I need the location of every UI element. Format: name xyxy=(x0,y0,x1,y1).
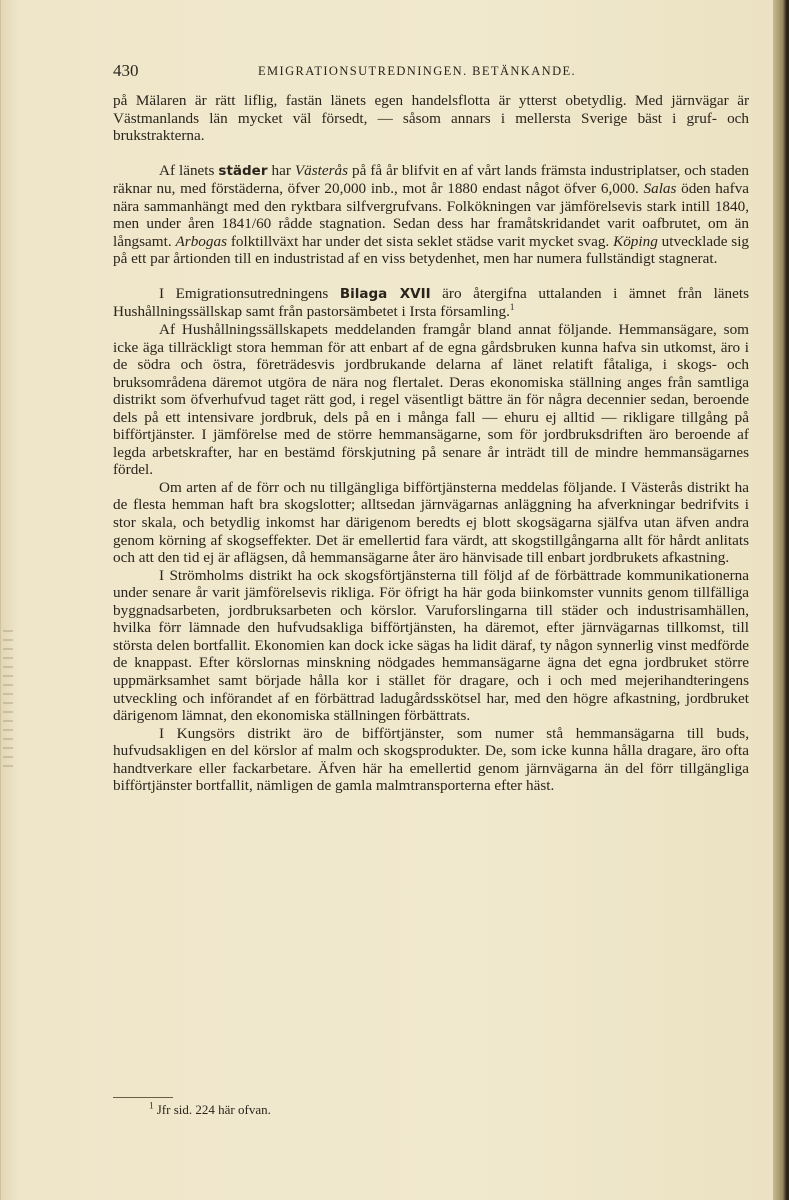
paragraph-2: Af länets städer har Västerås på få år blifvit en af vårt lands främsta industriplatser, och staden räknar nu, med förstäderna, öfver 20,000 inb., mot år 1880 endast något öfver 6,000. Salas öden hafva nära sammanhängt med den ryktbara silfvergrufvans. Folkökningen var jämförelsevis stark intill 1840, men under åren 1841/60 rådde stagnation. Sedan dess har framåtskridandet varit oafbrutet, om än långsamt. Arbogas folktillväxt har under det sista seklet städse varit mycket svag. Köping utvecklade sig på ett par årtionden till en industristad af en viss betydenhet, men har numera fullständigt stagnerat. xyxy=(113,161,750,268)
paragraph-3: I Emigrationsutredningens Bilaga XVII äro återgifna uttalanden i ämnet från länets Hushållningssällskap samt från pastorsämbetet i Irsta församling.$^1$ xyxy=(113,284,749,321)
footnote xyxy=(149,1102,271,1118)
paragraph-1: på Mälaren är rätt liflig, fastän länets egen handelsflotta är ytterst obetydlig. Med järnvägar är Västmanlands län mycket väl försedt, — såsom annars i mellersta Sverige bäst i gruf- och brukstrakterna. xyxy=(113,92,749,145)
city-sala: Salas xyxy=(643,180,677,198)
footnote-rule xyxy=(113,1097,173,1098)
emphasis-stader: städer xyxy=(218,162,268,179)
appendix-reference: Bilaga XVII xyxy=(339,285,431,302)
paragraph-6: I Strömholms distrikt ha ock skogsförtjänsterna till följd af de förbättrade kommunikationerna under senare år varit jämförelsevis rikliga. För öfrigt ha här goda biinkomster vunnits genom tillfälliga byggnadsarbeten, jordbruksarbeten och körslor. Varuforslingarna till städer och industrisamhällen, hvilka förr lämnade den hufvudsakliga bifförtjänsten, ha däremot, efter järnvägarnas tillkomst, till största delen bortfallit. Ekonomien kan dock icke sägas ha lidit däraf, ty någon synnerlig vinst medförde de knappast. Efter körslornas minskning nödgades hemmansägarne ägna det egna jordbruket större uppmärksamhet samt började hålla kor i stället för dragare, och i och med mejerihandteringens utveckling och införandet af en förbättrad ladugårdsskötsel har, med den högre afkastning, jordbruket därigenom lämnat, den ekonomiska ställningen förbättrats. xyxy=(113,566,749,725)
paragraph-4: Af Hushållningssällskapets meddelanden framgår bland annat följande. Hemmansägare, som icke äga tillräckligt stora hemman för att enbart af de egna gårdsbruken kunna hafva sin utkomst, äro i de södra och östra, företrädesvis jordbrukande delarna af länet relatift fåtaliga, i skogs- och bruksområdena däremot utgöra de nära nog flertalet. Deras ekonomiska ställning anges från samtliga distrikt som öfverhufvud taget rätt god, i regel väsentligt bättre än för några decennier sedan, beroende dels på ett intensivare jordbruk, dels på en i många fall — ehuru ej alltid — rikligare tillgång på bifförtjänster. I jämförelse med de större hemmansägarne, som för jordbruksdriften äro beroende af legda arbetskrafter, har en bestämd förskjutning på senare år inträdt till de mindre hemmansägarnes fördel. xyxy=(113,321,749,479)
binding-marks xyxy=(3,630,13,770)
footnote-text: Jfr sid. 224 här ofvan. xyxy=(156,1102,271,1117)
paragraph-5: Om arten af de förr och nu tillgängliga bifförtjänsterna meddelas följande. I Västerås distrikt ha de flesta hemman haft bra skogslotter; alltsedan järnvägarnas anläggning ha afverkningar bedrifvits i stor skala, och betydlig inkomst har därigenom beredts ej blott skogsägarna själfva utan äfven andra genom körning af skogseffekter. Det är emellertid fara värdt, att skogstillgångarna allt för hårdt anlitats och att den tid ej är aflägsen, då hemmansägarne åter äro hänvisade till enbart jordbrukets afkastning. xyxy=(113,478,749,567)
paragraph-7: I Kungsörs distrikt äro de bifförtjänster, som numer stå hemmansägarna till buds, hufvudsakligen en del körslor af malm och skogsprodukter. De, som icke kunna hålla dragare, äro ofta handtverkare eller fackarbetare. Äfven här ha emellertid genom järnvägarna än del förr tillgängliga bifförtjänster bortfallit, nämligen de gamla malmtransporterna efter häst. xyxy=(113,724,749,795)
city-koping: Köping xyxy=(613,232,658,250)
running-title: EMIGRATIONSUTREDNINGEN. BETÄNKANDE. xyxy=(258,64,577,78)
footnote-marker: 1 xyxy=(509,302,515,313)
body-text xyxy=(113,92,749,795)
footnote-number: 1 xyxy=(149,1100,154,1111)
page-number: 430 xyxy=(113,61,139,80)
page-edge xyxy=(773,0,789,1200)
page-header xyxy=(113,61,741,81)
city-vasteras: Västerås xyxy=(294,161,349,179)
city-arboga: Arbogas xyxy=(175,232,227,250)
